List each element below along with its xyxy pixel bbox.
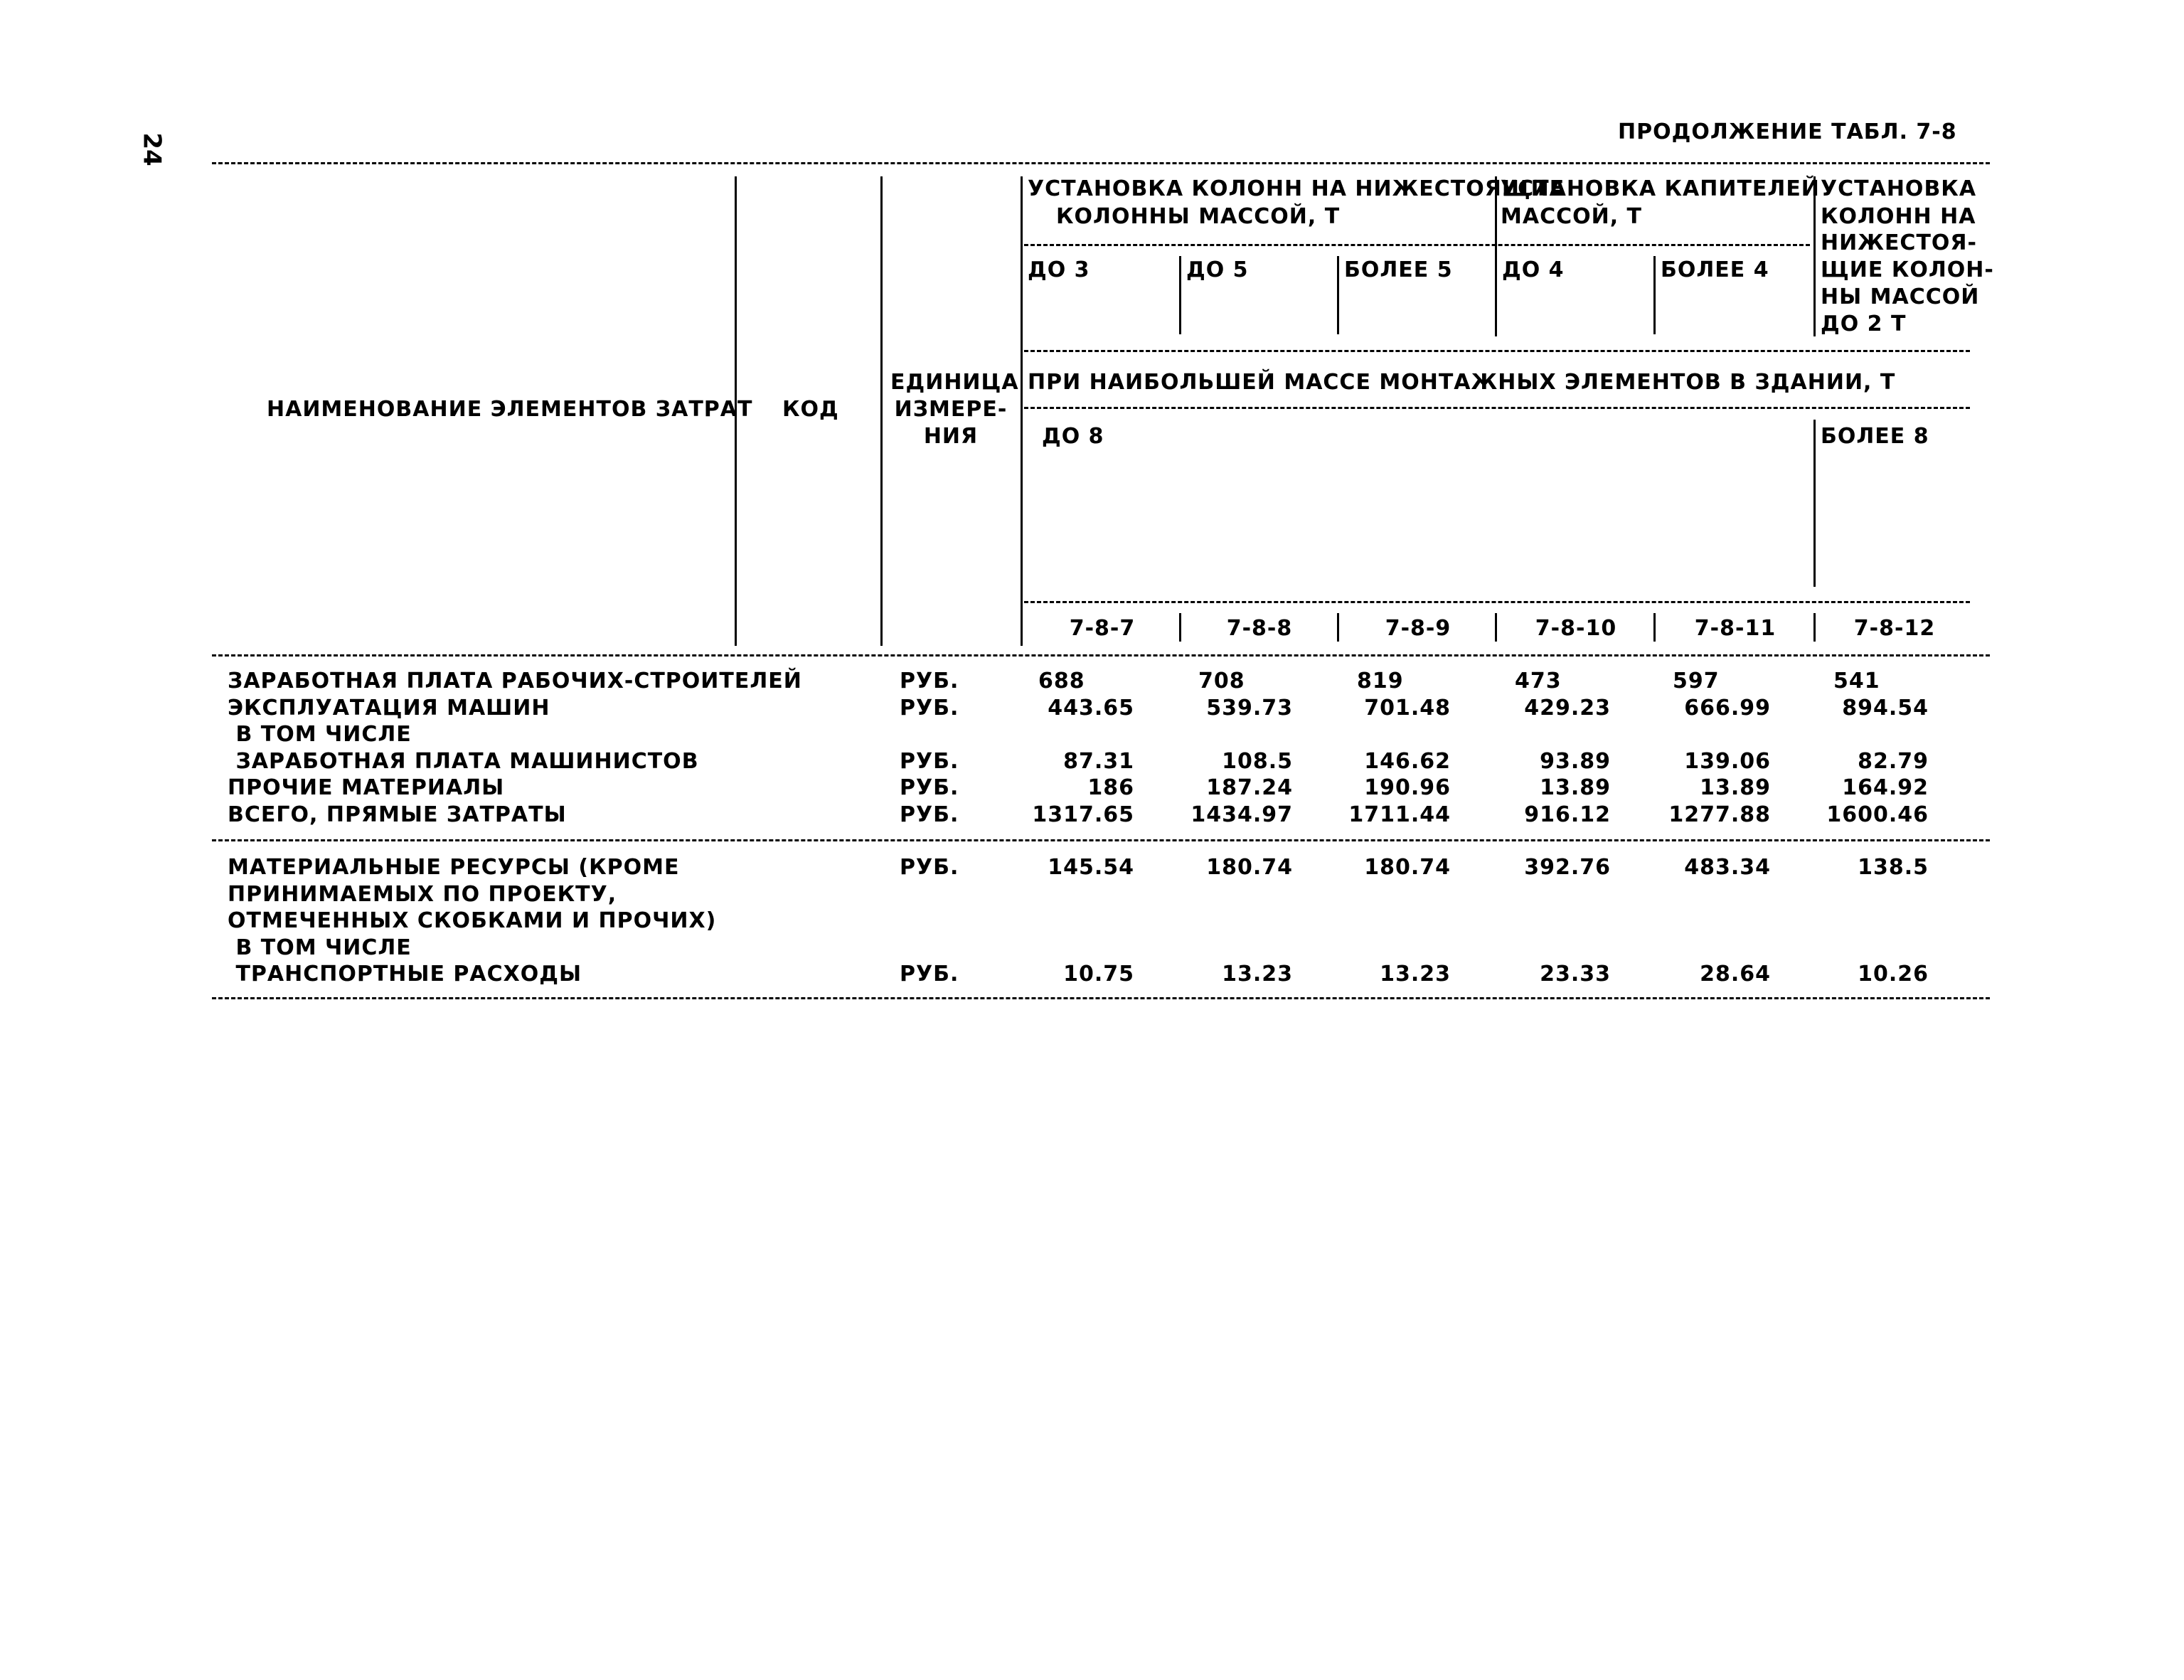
cell-value: 82.79 xyxy=(1858,748,1929,774)
group-rule xyxy=(1024,244,1810,246)
cell-value: 894.54 xyxy=(1842,695,1929,721)
cell-value: 10.26 xyxy=(1858,962,1929,987)
cell-value: 1600.46 xyxy=(1826,802,1929,827)
cell-value: 1277.88 xyxy=(1668,802,1771,827)
col-sep-unit xyxy=(1021,176,1023,646)
group2-title-line2: МАССОЙ, Т xyxy=(1501,204,1643,229)
row-unit: РУБ. xyxy=(900,962,959,987)
cell-value: 916.12 xyxy=(1524,802,1611,827)
cell-value: 429.23 xyxy=(1524,695,1611,721)
subhead-rule xyxy=(1024,350,1970,352)
col-sep-code xyxy=(880,176,883,646)
subhead-do3: ДО 3 xyxy=(1028,257,1090,282)
cell-value: 180.74 xyxy=(1206,855,1293,880)
row-name: ЗАРАБОТНАЯ ПЛАТА МАШИНИСТОВ xyxy=(228,748,699,774)
code-7-8-8: 7-8-8 xyxy=(1226,616,1293,641)
header-bottom-rule xyxy=(212,654,1990,656)
cell-value: 13.89 xyxy=(1700,775,1771,800)
row-unit: РУБ. xyxy=(900,855,959,880)
subhead-do4: ДО 4 xyxy=(1502,257,1565,282)
col-header-unit-2: ИЗМЕРЕ- xyxy=(894,397,1008,422)
cell-value: 539.73 xyxy=(1206,695,1293,721)
mass-bolee8: БОЛЕЕ 8 xyxy=(1821,424,1929,449)
cell-value: 13.89 xyxy=(1540,775,1611,800)
code-sep-1 xyxy=(1179,613,1181,642)
cell-value: 13.23 xyxy=(1380,962,1451,987)
code-7-8-11: 7-8-11 xyxy=(1694,616,1777,641)
col-header-unit-1: ЕДИНИЦА xyxy=(890,370,1019,395)
row-name: ПРИНИМАЕМЫХ ПО ПРОЕКТУ, xyxy=(228,881,617,907)
code-7-8-9: 7-8-9 xyxy=(1385,616,1451,641)
cell-value: 473 xyxy=(1515,669,1562,693)
row-name: ЗАРАБОТНАЯ ПЛАТА РАБОЧИХ-СТРОИТЕЛЕЙ xyxy=(228,669,802,693)
col-header-unit-3: НИЯ xyxy=(923,424,979,449)
cell-value: 597 xyxy=(1673,669,1720,693)
cell-value: 483.34 xyxy=(1684,855,1771,880)
cell-value: 819 xyxy=(1357,669,1404,693)
cell-value: 1711.44 xyxy=(1348,802,1451,827)
row-unit: РУБ. xyxy=(900,695,959,721)
cell-value: 28.64 xyxy=(1700,962,1771,987)
cell-value: 108.5 xyxy=(1222,748,1293,774)
code-sep-2 xyxy=(1337,613,1339,642)
cell-value: 180.74 xyxy=(1364,855,1451,880)
row-unit: РУБ. xyxy=(900,775,959,800)
row-name: В ТОМ ЧИСЛЕ xyxy=(228,935,412,960)
group3-title-line5: НЫ МАССОЙ xyxy=(1821,285,1980,309)
col-header-name: НАИМЕНОВАНИЕ ЭЛЕМЕНТОВ ЗАТРАТ xyxy=(267,397,753,422)
row-unit: РУБ. xyxy=(900,748,959,774)
group3-title-line4: ЩИЕ КОЛОН- xyxy=(1821,257,1994,282)
cell-value: 190.96 xyxy=(1364,775,1451,800)
group3-title-line3: НИЖЕСТОЯ- xyxy=(1821,230,1977,255)
row-name: В ТОМ ЧИСЛЕ xyxy=(228,722,412,747)
row-unit: РУБ. xyxy=(900,669,959,693)
cell-value: 23.33 xyxy=(1540,962,1611,987)
page-number: 24 xyxy=(137,132,166,166)
row-unit: РУБ. xyxy=(900,802,959,827)
cell-value: 164.92 xyxy=(1842,775,1929,800)
subhead-bolee5: БОЛЕЕ 5 xyxy=(1344,257,1453,282)
cell-value: 145.54 xyxy=(1048,855,1134,880)
cell-value: 187.24 xyxy=(1206,775,1293,800)
code-sep-5 xyxy=(1813,613,1816,642)
col-sep-d xyxy=(1653,256,1656,334)
group2-title-line1: УСТАНОВКА КАПИТЕЛЕЙ xyxy=(1501,176,1820,201)
group1-title-line1: УСТАНОВКА КОЛОНН НА НИЖЕСТОЯЩИЕ xyxy=(1028,176,1565,201)
group1-title-line2: КОЛОННЫ МАССОЙ, Т xyxy=(1056,204,1341,229)
group3-title-line6: ДО 2 Т xyxy=(1821,312,1907,336)
cell-value: 87.31 xyxy=(1063,748,1134,774)
cell-value: 186 xyxy=(1087,775,1134,800)
section-rule xyxy=(212,839,1990,841)
cell-value: 138.5 xyxy=(1858,855,1929,880)
col-header-code: КОД xyxy=(782,397,839,422)
cell-value: 1317.65 xyxy=(1032,802,1134,827)
row-name: ЭКСПЛУАТАЦИЯ МАШИН xyxy=(228,695,550,721)
group3-title-line1: УСТАНОВКА xyxy=(1821,176,1977,201)
cell-value: 688 xyxy=(1038,669,1085,693)
col-sep-f xyxy=(1813,420,1816,587)
col-sep-a xyxy=(1179,256,1181,334)
cell-value: 13.23 xyxy=(1222,962,1293,987)
cell-value: 708 xyxy=(1198,669,1245,693)
row-name: МАТЕРИАЛЬНЫЕ РЕСУРСЫ (КРОМЕ xyxy=(228,855,680,880)
cell-value: 443.65 xyxy=(1048,695,1134,721)
group3-title-line2: КОЛОНН НА xyxy=(1821,204,1976,229)
cell-value: 1434.97 xyxy=(1190,802,1293,827)
code-7-8-10: 7-8-10 xyxy=(1535,616,1617,641)
row-name: ВСЕГО, ПРЯМЫЕ ЗАТРАТЫ xyxy=(228,802,567,827)
cell-value: 541 xyxy=(1833,669,1880,693)
cell-value: 392.76 xyxy=(1524,855,1611,880)
mass-do8: ДО 8 xyxy=(1042,424,1104,449)
cell-value: 146.62 xyxy=(1364,748,1451,774)
row-name: ПРОЧИЕ МАТЕРИАЛЫ xyxy=(228,775,505,800)
subhead-do5: ДО 5 xyxy=(1186,257,1249,282)
row-name: ТРАНСПОРТНЫЕ РАСХОДЫ xyxy=(228,962,582,987)
codes-rule xyxy=(1024,601,1970,603)
cell-value: 701.48 xyxy=(1364,695,1451,721)
bottom-rule xyxy=(212,997,1990,999)
row-name: ОТМЕЧЕННЫХ СКОБКАМИ И ПРОЧИХ) xyxy=(228,908,717,933)
code-sep-3 xyxy=(1495,613,1497,642)
code-sep-4 xyxy=(1653,613,1656,642)
table-continuation-title: ПРОДОЛЖЕНИЕ ТАБЛ. 7-8 xyxy=(1618,119,1957,144)
col-sep-b xyxy=(1337,256,1339,334)
cell-value: 666.99 xyxy=(1684,695,1771,721)
cell-value: 10.75 xyxy=(1063,962,1134,987)
cell-value: 139.06 xyxy=(1684,748,1771,774)
mass-rule xyxy=(1024,407,1970,409)
subhead-bolee4: БОЛЕЕ 4 xyxy=(1661,257,1769,282)
code-7-8-12: 7-8-12 xyxy=(1853,616,1936,641)
top-rule xyxy=(212,162,1990,164)
mass-row-title: ПРИ НАИБОЛЬШЕЙ МАССЕ МОНТАЖНЫХ ЭЛЕМЕНТОВ В ЗДАНИИ, Т xyxy=(1028,370,1896,395)
cell-value: 93.89 xyxy=(1540,748,1611,774)
code-7-8-7: 7-8-7 xyxy=(1069,616,1136,641)
